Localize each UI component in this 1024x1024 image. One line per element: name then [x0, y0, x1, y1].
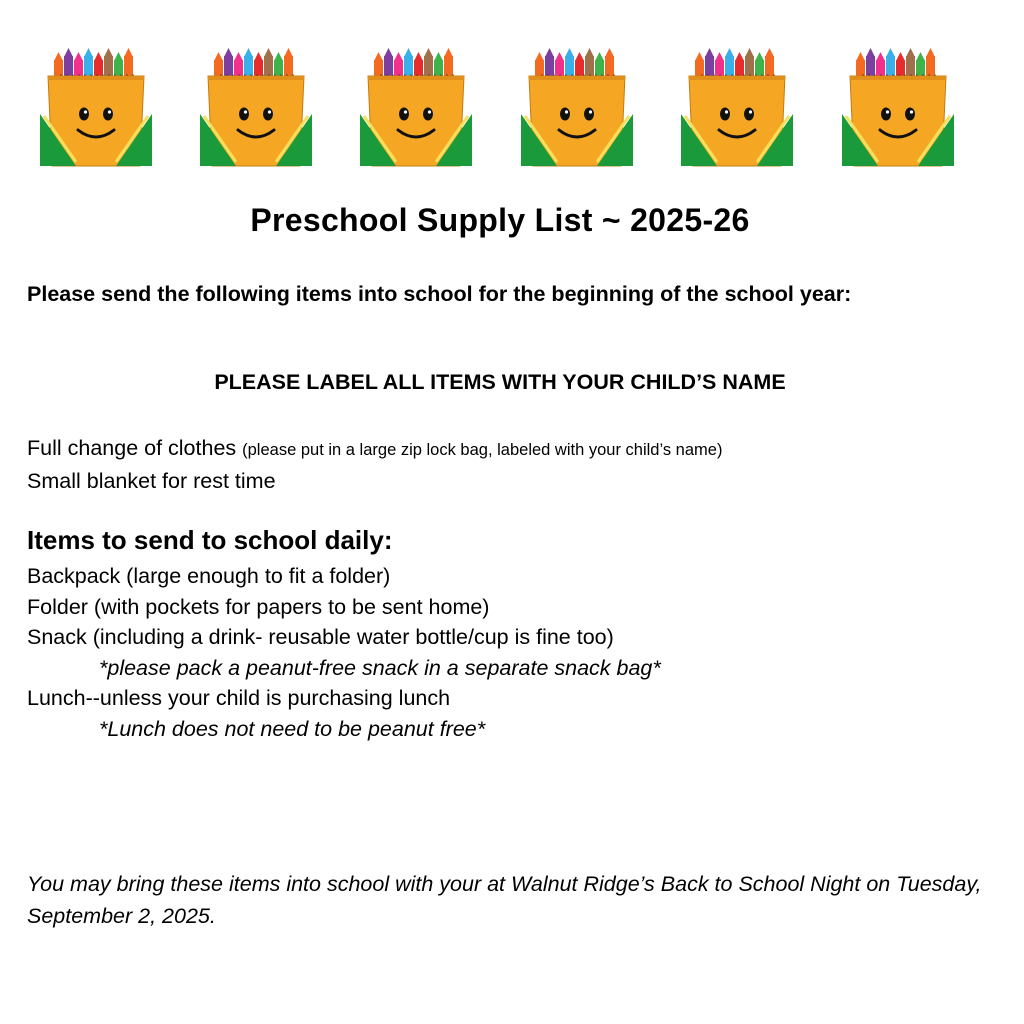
crayon-box-row: [0, 44, 1024, 168]
daily-items-list: [27, 561, 1007, 744]
crayon-box-icon: [36, 44, 156, 168]
snack-note: *please pack a peanut-free snack in a separate snack bag*: [99, 655, 661, 680]
lunch-note: *Lunch does not need to be peanut free*: [99, 716, 486, 741]
crayon-box-icon: [356, 44, 476, 168]
list-item-snack: Snack (including a drink- reusable water bottle/cup is fine too): [27, 625, 614, 649]
crayon-box-icon: [517, 44, 637, 168]
list-item-folder: Folder (with pockets for papers to be sent home): [27, 594, 490, 619]
list-item-lunch: Lunch--unless your child is purchasing lunch: [27, 686, 451, 710]
initial-items-list: [27, 433, 1007, 496]
clothes-label: Full change of clothes: [27, 436, 237, 460]
list-item-backpack: Backpack (large enough to fit a folder): [27, 564, 391, 588]
crayon-box-icon: [196, 44, 316, 168]
clothes-note: (please put in a large zip lock bag, labeled with your child’s name): [242, 441, 723, 459]
crayon-box-icon: [677, 44, 797, 168]
daily-items-heading: Items to send to school daily:: [27, 525, 393, 555]
intro-text: Please send the following items into school for the beginning of the school year:: [27, 282, 852, 306]
closing-note: You may bring these items into school with your at Walnut Ridge’s Back to School Night on Tuesday, September 2, 2025.: [27, 872, 982, 928]
label-notice: PLEASE LABEL ALL ITEMS WITH YOUR CHILD’S NAME: [214, 370, 786, 394]
crayon-box-icon: [838, 44, 958, 168]
list-item-blanket: Small blanket for rest time: [27, 468, 276, 493]
list-item-clothes: [27, 433, 1007, 466]
page-title: Preschool Supply List ~ 2025-26: [250, 202, 750, 238]
